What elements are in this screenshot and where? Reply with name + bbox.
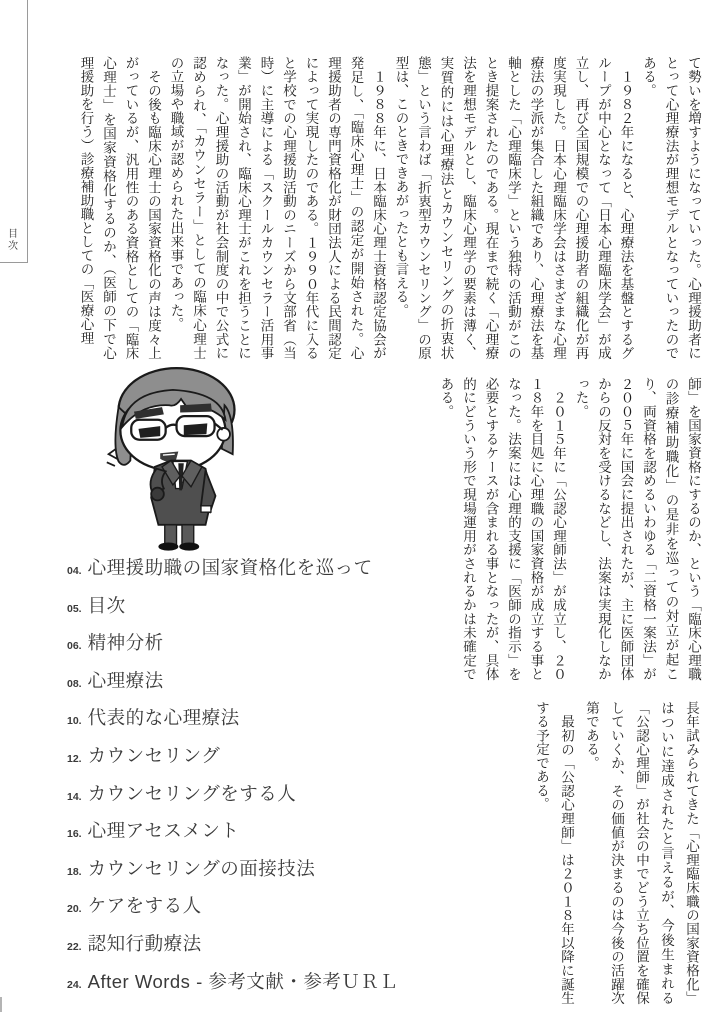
toc-item [67, 857, 398, 881]
toc-title: 心理援助職の国家資格化を巡って [87, 557, 373, 578]
toc-item [67, 669, 398, 693]
table-of-contents [67, 556, 398, 994]
toc-title: カウンセリングの面接技法 [87, 857, 316, 879]
toc-page-number: 16. [67, 828, 82, 841]
paragraph: ２０１５年に「公認心理師法」が成立し、２０１８年を目処に心理職の国家資格が成立する事となった。法案には心理的支援に「医師の指示」を必要とするケースが含まれる事となったが、具体的にどういう形で現場運用がされるかは未確定である。 [438, 377, 566, 681]
toc-item [67, 594, 398, 618]
page-edge-mark [0, 997, 2, 1012]
toc-page-number: 10. [67, 715, 82, 728]
ear [217, 428, 230, 441]
toc-title: ケアをする人 [87, 895, 202, 917]
toc-item [67, 631, 398, 655]
toc-page-number: 08. [67, 677, 82, 690]
toc-item [67, 706, 398, 730]
toc-page-number: 06. [67, 640, 82, 653]
toc-item [67, 894, 398, 918]
body-text-block-3 [516, 701, 704, 1005]
toc-title: 心理療法 [87, 669, 164, 691]
toc-item [67, 782, 398, 806]
legs [158, 525, 199, 551]
suit-body [151, 461, 216, 525]
toc-page-number: 18. [67, 865, 82, 878]
toc-title: After Words - 参考文献・参考ＵＲＬ [87, 970, 399, 992]
toc-page-number: 12. [67, 752, 82, 765]
paragraph: て勢いを増すようになっていった。心理援助者にとって心理療法が理想モデルとなっていったのである。 [641, 56, 701, 360]
paragraph: 長年試みられてきた「心理臨床職の国家資格化」はついに達成されたと言えるが、今後生まれる「公認心理師」が社会の中でどう立ち位置を確保していくか、その価値が決まるのは今後の活躍次第である。 [584, 701, 699, 1005]
toc-title: カウンセリング [87, 744, 221, 766]
toc-page-number: 14. [67, 790, 82, 803]
paragraph: その後も臨床心理士の国家資格化の声は度々上がっているが、汎用性のある資格としての「臨床心理士」を国家資格化するのか、（医師の下で心理援助を行う）診療補助職としての「医療心理 [78, 56, 161, 360]
body-text-block-1 [60, 56, 704, 360]
toc-title: 心理アセスメント [87, 820, 240, 842]
toc-title: 代表的な心理療法 [87, 707, 240, 729]
paragraph: １９８８年に、日本臨床心理士資格認定協会が発足し、「臨床心理士」の認定が開始された。心理援助者の専門資格化が財団法人による民間認定によって実現したのである。１９９０年代に入ると学校での心理援助活動のニーズから文部省（当時）に主導による「スクールカウンセラー活用事業」が開始され、臨床心理士がこれを担うことになった。心理援助の活動が社会制度の中で公式に認められ、「カウンセラー」としての臨床心理士の立場や職域が認められた出来事であった。 [168, 56, 386, 360]
toc-item [67, 932, 398, 956]
body-text-block-2 [426, 377, 704, 681]
toc-page-number: 22. [67, 940, 82, 953]
toc-item [67, 970, 398, 994]
toc-title: 認知行動療法 [87, 932, 202, 954]
toc-page-number: 24. [67, 978, 82, 991]
toc-title: 精神分析 [87, 632, 164, 654]
toc-page-number: 05. [67, 602, 82, 615]
toc-page-number: 20. [67, 903, 82, 916]
toc-title: 目次 [87, 594, 126, 616]
toc-page-number: 04. [67, 565, 82, 577]
toc-item [67, 819, 398, 843]
chapter-side-tab-label: 目次 [5, 228, 17, 252]
paragraph: 最初の「公認心理師」は２０１８年以降に誕生する予定である。 [534, 701, 574, 1005]
paragraph: 師」を国家資格にするのか、という「臨床心理職の診療補助職化」の是非を巡っての対立が起こり、両資格を認めるいわゆる「二資格一案法」が２００５年に国会に提出されたが、主に医師団体からの反対を受けるなどし、法案は実現化しなかった。 [573, 377, 701, 681]
toc-item [67, 744, 398, 768]
character-illustration [104, 360, 240, 552]
paragraph: １９８２年になると、心理療法を基盤とするグループが中心となって「日本心理臨床学会」が成立し、再び全国規模での心理援助者の組織化が再度実現した。日本心理臨床学会はさまざまな心理療法の学派が集合した組織であり、心理療法を基軸とした「心理臨床学」という独特の活動がこのとき提案されたのである。現在まで続く「心理療法を理想モデルとし、臨床心理学の要素は薄く、実質的には心理療法とカウンセリングの折衷状態」という言わば「折衷型カウンセリング」の原型は、このときできあがったとも言える。 [393, 56, 634, 360]
toc-title: カウンセリングをする人 [87, 782, 297, 804]
toc-item [67, 556, 398, 580]
chapter-side-tab [0, 0, 28, 263]
